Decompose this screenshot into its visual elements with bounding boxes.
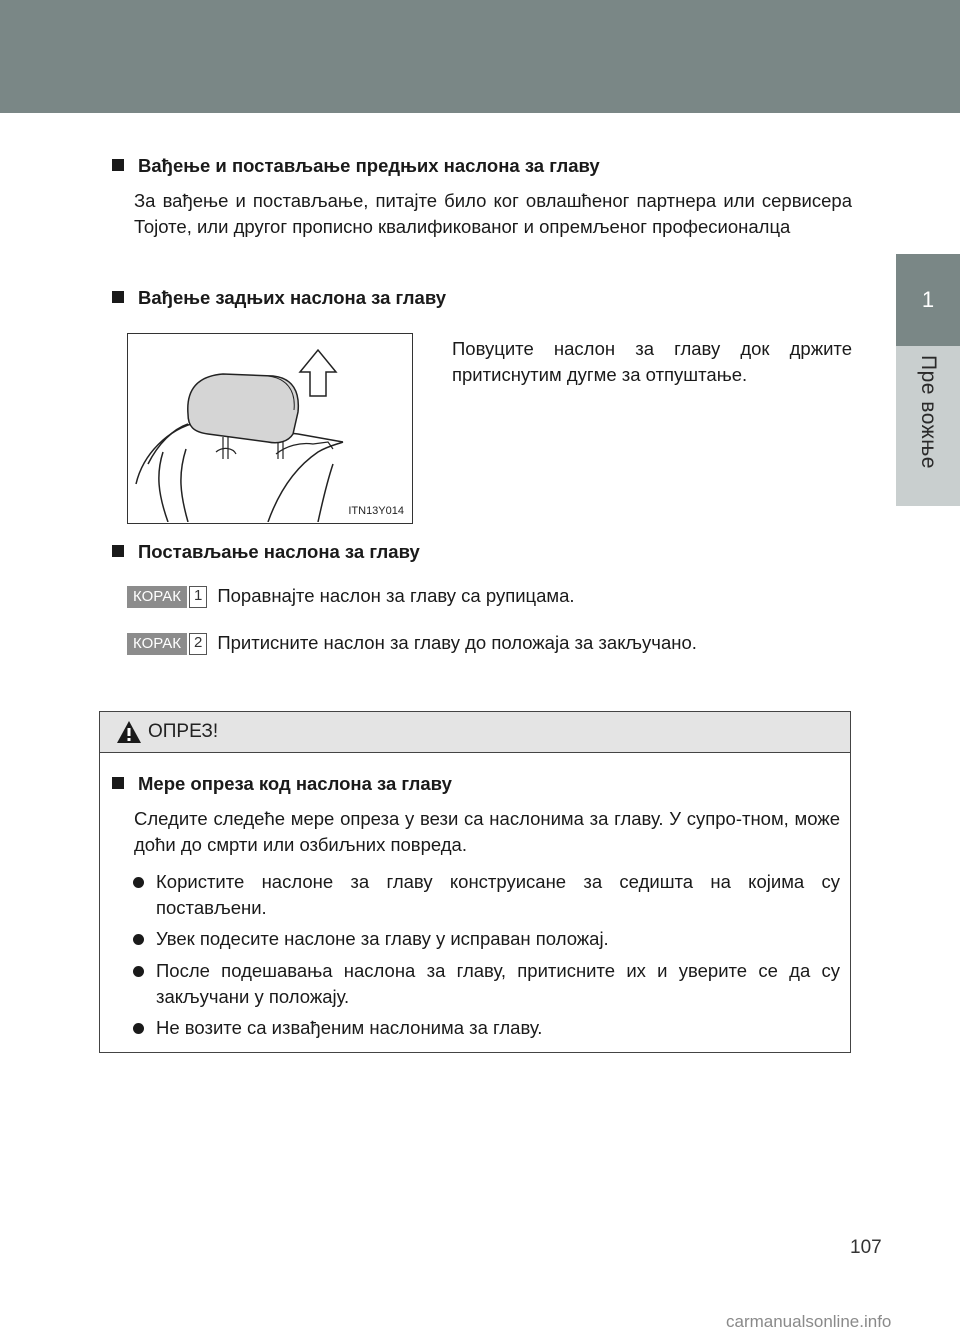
step-badge: КОРАК 1 <box>127 586 207 608</box>
caution-header <box>100 712 850 753</box>
watermark: carmanualsonline.info <box>726 1312 892 1331</box>
caution-intro: Следите следеће мере опреза у вези са наслонима за главу. У супро-тном, може доћи до смрти или озбиљних повреда. <box>134 808 840 855</box>
square-bullet-icon <box>112 159 124 171</box>
figure-code: ITN13Y014 <box>348 505 404 517</box>
bullet-dot-icon <box>133 1023 144 1034</box>
bullet-dot-icon <box>133 877 144 888</box>
square-bullet-icon <box>112 777 124 789</box>
section-heading-front: Вађење и постављање предњих наслона за главу <box>112 155 600 177</box>
square-bullet-icon <box>112 545 124 557</box>
step-2 <box>127 632 697 655</box>
caution-title: ОПРЕЗ! <box>148 721 219 742</box>
chapter-number: 1 <box>921 287 935 312</box>
bullet-dot-icon <box>133 934 144 945</box>
bullet-dot-icon <box>133 966 144 977</box>
caution-bullet-4: Не возите са извађеним наслонима за главу. <box>156 1017 543 1038</box>
chapter-title: Пре вожње <box>917 355 940 469</box>
caution-bullet-1: Користите наслоне за главу конструисане за седишта на којима су постављени. <box>156 871 840 918</box>
caution-bullet-3: После подешавања наслона за главу, притисните их и уверите се да су закључани у положају. <box>156 960 840 1007</box>
caution-bullet-2: Увек подесите наслоне за главу у исправан положај. <box>156 928 609 949</box>
headrest-illustration <box>127 333 413 524</box>
step-badge: КОРАК 2 <box>127 633 207 655</box>
section-text-rear: Повуците наслон за главу док држите притиснутим дугме за отпуштање. <box>452 338 852 385</box>
section-text-front: За вађење и постављање, питајте било ког овлашћеног партнера или сервисера Тојоте, или другог прописно квалификованог и опремљеног професионалца <box>134 190 852 237</box>
step-1 <box>127 585 575 608</box>
header-bar <box>0 0 960 113</box>
headrest-drawing-icon <box>128 334 411 522</box>
section-heading-install: Постављање наслона за главу <box>112 541 420 563</box>
step-text: Притисните наслон за главу до положаја за закључано. <box>217 632 697 653</box>
square-bullet-icon <box>112 291 124 303</box>
section-heading-rear: Вађење задњих наслона за главу <box>112 287 446 309</box>
caution-heading: Мере опреза код наслона за главу <box>112 773 452 795</box>
page-number: 107 <box>850 1237 882 1258</box>
warning-icon <box>116 720 142 744</box>
step-text: Поравнајте наслон за главу са рупицама. <box>217 585 575 606</box>
